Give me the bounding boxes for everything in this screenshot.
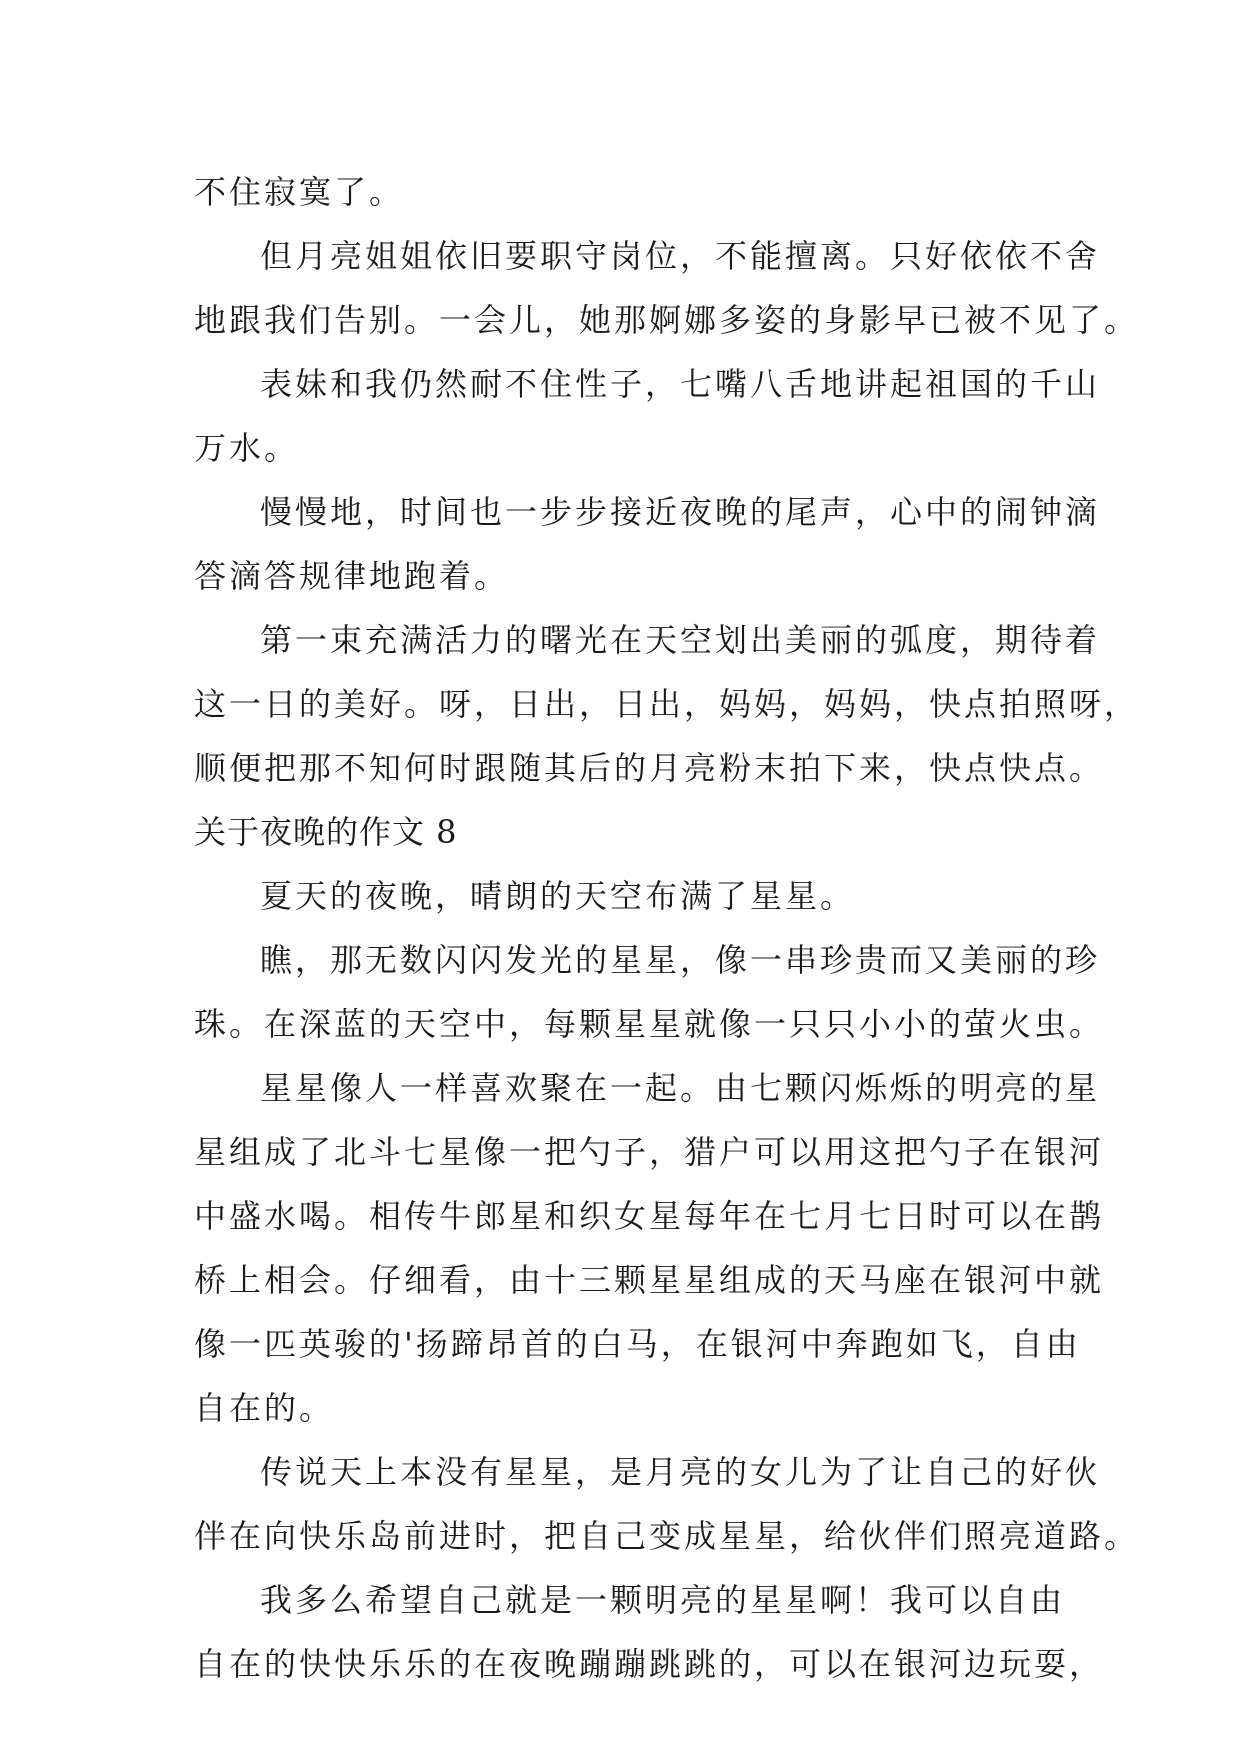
section-heading: 关于夜晚的作文 8 bbox=[194, 813, 458, 851]
text-line: 桥上相会。仔细看，由十三颗星星组成的天马座在银河中就 bbox=[194, 1261, 1105, 1299]
paragraph-start-line: 我多么希望自己就是一颗明亮的星星啊！我可以自由 bbox=[260, 1581, 1066, 1619]
text-line: 自在的快快乐乐的在夜晚蹦蹦跳跳的，可以在银河边玩耍， bbox=[194, 1645, 1105, 1683]
paragraph-start-line: 慢慢地，时间也一步步接近夜晚的尾声，心中的闹钟滴 bbox=[260, 493, 1101, 531]
text-line: 这一日的美好。呀，日出，日出，妈妈，妈妈，快点拍照呀， bbox=[194, 685, 1140, 723]
text-line: 自在的。 bbox=[194, 1389, 335, 1427]
text-line: 顺便把那不知何时跟随其后的月亮粉末拍下来，快点快点。 bbox=[194, 749, 1105, 787]
essay-body bbox=[194, 160, 1140, 1696]
paragraph-start-line: 星星像人一样喜欢聚在一起。由七颗闪烁烁的明亮的星 bbox=[260, 1069, 1101, 1107]
text-line: 地跟我们告别。一会儿，她那婀娜多姿的身影早已被不见了。 bbox=[194, 301, 1140, 339]
paragraph-start-line: 第一束充满活力的曙光在天空划出美丽的弧度，期待着 bbox=[260, 621, 1101, 659]
paragraph-start-line: 瞧，那无数闪闪发光的星星，像一串珍贵而又美丽的珍 bbox=[260, 941, 1101, 979]
text-line: 不住寂寞了。 bbox=[194, 173, 405, 211]
text-line: 伴在向快乐岛前进时，把自己变成星星，给伙伴们照亮道路。 bbox=[194, 1517, 1140, 1555]
text-line: 星组成了北斗七星像一把勺子，猎户可以用这把勺子在银河 bbox=[194, 1133, 1105, 1171]
text-line: 像一匹英骏的'扬蹄昂首的白马，在银河中奔跑如飞，自由 bbox=[194, 1325, 1081, 1363]
paragraph-start-line: 传说天上本没有星星，是月亮的女儿为了让自己的好伙 bbox=[260, 1453, 1101, 1491]
text-line: 珠。在深蓝的天空中，每颗星星就像一只只小小的萤火虫。 bbox=[194, 1005, 1105, 1043]
text-line: 答滴答规律地跑着。 bbox=[194, 557, 510, 595]
paragraph-start-line: 表妹和我仍然耐不住性子，七嘴八舌地讲起祖国的千山 bbox=[260, 365, 1101, 403]
text-line: 中盛水喝。相传牛郎星和织女星每年在七月七日时可以在鹊 bbox=[194, 1197, 1105, 1235]
paragraph-start-line: 但月亮姐姐依旧要职守岗位，不能擅离。只好依依不舍 bbox=[260, 237, 1101, 275]
paragraph-start-line: 夏天的夜晚，晴朗的天空布满了星星。 bbox=[260, 877, 856, 915]
text-line: 万水。 bbox=[194, 429, 300, 467]
